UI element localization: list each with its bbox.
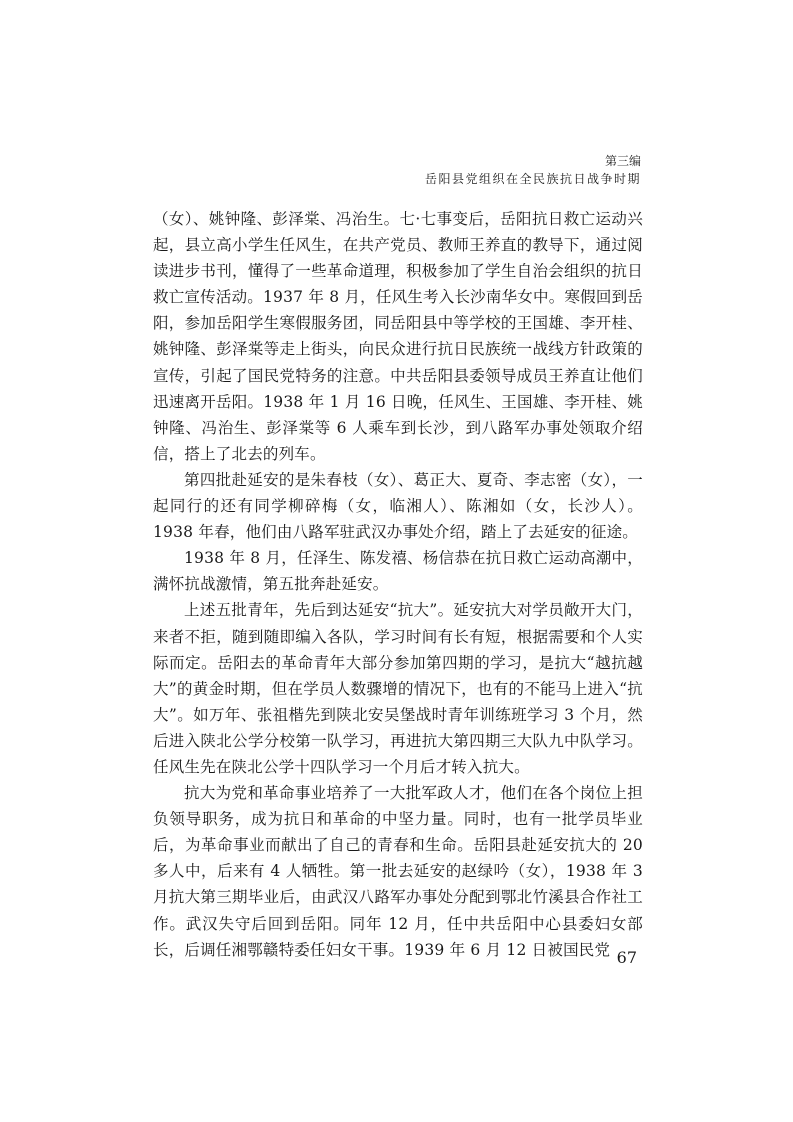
part-title: 第三编 [604,154,641,168]
page-number: 67 [616,948,637,967]
chapter-subtitle: 岳阳县党组织在全民族抗日战争时期 [424,172,641,186]
body-text [153,206,643,963]
running-header [425,152,641,188]
paragraph-3: 1938 年 8 月，任泽生、陈发禧、杨信恭在抗日救亡运动高潮中，满怀抗战激情，第五批奔赴延安。 [153,549,643,594]
paragraph-2: 第四批赴延安的是朱春枝（女）、葛正大、夏奇、李志密（女），一起同行的还有同学柳碎梅（女，临湘人）、陈湘如（女，长沙人）。1938 年春，他们由八路军驻武汉办事处介绍，踏上了去延安的征途。 [153,470,643,542]
paragraph-5: 抗大为党和革命事业培养了一大批军政人才，他们在各个岗位上担负领导职务，成为抗日和革命的中坚力量。同时，也有一批学员毕业后，为革命事业而献出了自己的青春和生命。岳阳县赴延安抗大的 20 多人中，后来有 4 人牺牲。第一批去延安的赵绿吟（女），1938 年 3 月抗大第三期毕业后，由武汉八路军办事处分配到鄂北竹溪县合作社工作。武汉失守后回到岳阳。同年 12 月，任中共岳阳中心县委妇女部长，后调任湘鄂赣特委任妇女干事。1939 年 6 月 12 日被国民党 [153,784,643,959]
paragraph-1: （女）、姚钟隆、彭泽棠、冯治生。七·七事变后，岳阳抗日救亡运动兴起，县立高小学生任风生，在共产党员、教师王养直的教导下，通过阅读进步书刊，懂得了一些革命道理，积极参加了学生自治会组织的抗日救亡宣传活动。1937 年 8 月，任风生考入长沙南华女中。寒假回到岳阳，参加岳阳学生寒假服务团，同岳阳县中等学校的王国雄、李开桂、姚钟隆、彭泽棠等走上街头，向民众进行抗日民族统一战线方针政策的宣传，引起了国民党特务的注意。中共岳阳县委领导成员王养直让他们迅速离开岳阳。1938 年 1 月 16 日晚，任风生、王国雄、李开桂、姚钟隆、冯治生、彭泽棠等 6 人乘车到长沙，到八路军办事处领取介绍信，搭上了北去的列车。 [153,210,643,463]
paragraph-4: 上述五批青年，先后到达延安“抗大”。延安抗大对学员敞开大门，来者不拒，随到随即编入各队，学习时间有长有短，根据需要和个人实际而定。岳阳去的革命青年大部分参加第四期的学习，是抗大“越抗越大”的黄金时期，但在学员人数骤增的情况下，也有的不能马上进入“抗大”。如万年、张祖楷先到陕北安吴堡战时青年训练班学习 3 个月，然后进入陕北公学分校第一队学习，再进抗大第四期三大队九中队学习。任风生先在陕北公学十四队学习一个月后才转入抗大。 [153,601,643,776]
